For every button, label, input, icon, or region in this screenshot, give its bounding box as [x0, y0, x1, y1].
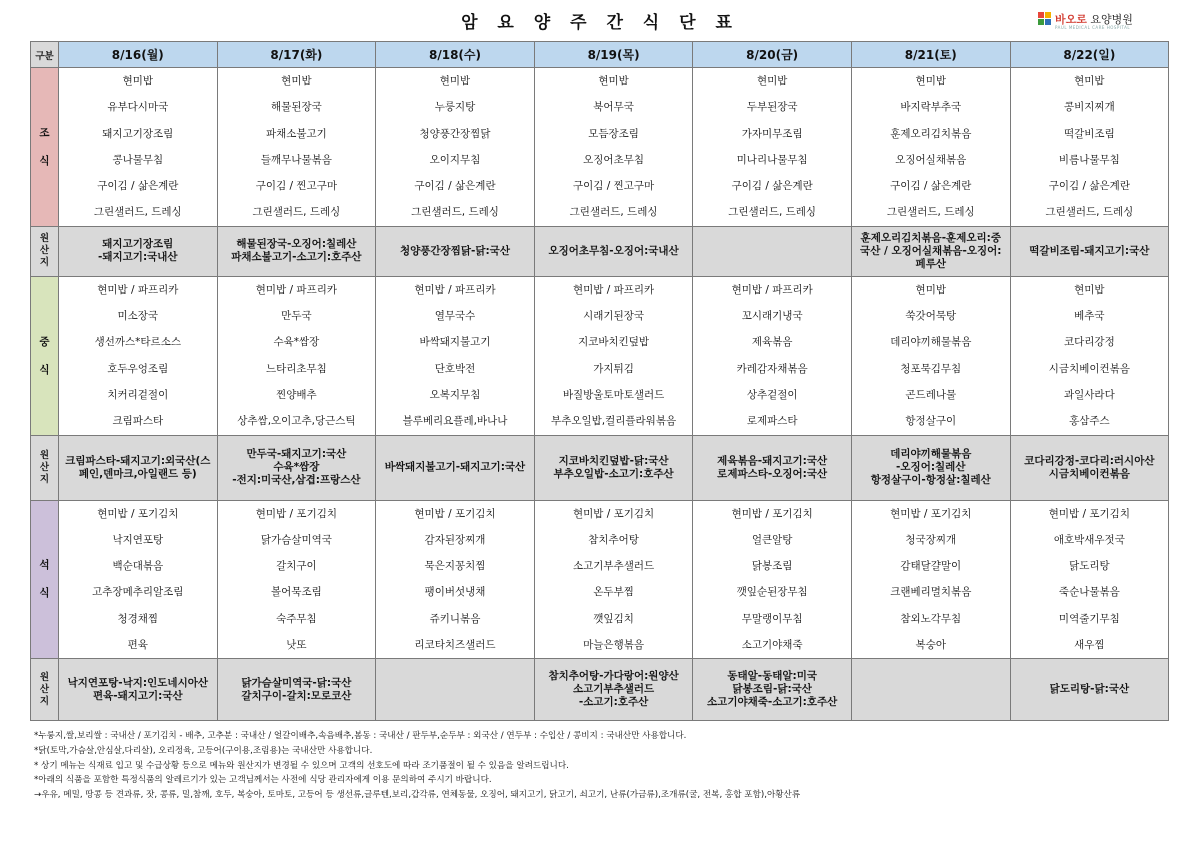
menu-item: 낫또	[286, 639, 307, 652]
menu-item: 호두우엉조림	[107, 362, 169, 375]
day-header: 8/16(월)	[59, 42, 218, 68]
menu-item: 그린샐러드, 드레싱	[886, 206, 975, 219]
menu-item: 구이김 / 삶은계란	[414, 180, 496, 193]
menu-item: 미나리나물무침	[736, 153, 808, 166]
menu-item: 오징어초무침	[583, 153, 644, 166]
menu-item: 상추쌈,오이고추,당근스틱	[237, 415, 356, 428]
menu-item: 과일사라다	[1064, 388, 1115, 401]
menu-item: 꼬시래기냉국	[741, 310, 803, 323]
note-line: *아래의 식품을 포함한 특정식품의 알레르기가 있는 고객님께서는 사전에 식당 관리자에게 이용 문의하여 주시기 바랍니다.	[34, 775, 492, 786]
menu-item: 그린샐러드, 드레싱	[1045, 206, 1134, 219]
header-row	[31, 42, 1169, 68]
menu-item: 현미밥 / 포기김치	[1048, 507, 1130, 520]
page-title: 암 요 양 주 간 식 단 표	[461, 13, 739, 33]
origin-cell	[376, 659, 535, 721]
menu-item: 크림파스타	[112, 415, 164, 428]
menu-item: 생선까스*타르소스	[94, 336, 181, 349]
note-line: →우유, 메밀, 땅콩 등 견과류, 잣, 콩류, 밀,참깨, 호두, 복숭아, 토마토, 고등어 등 생선류,글루텐,보리,갑각류, 연체동물, 오징어, 돼지고기, 닭고기, 쇠고기, 난류(가금류),조개류(굴, 전복, 홍합 포함),아황산류	[34, 790, 801, 801]
notes	[34, 729, 800, 803]
day-header: 8/22(일)	[1010, 42, 1169, 68]
menu-item: 닭가슴살미역국	[260, 533, 332, 546]
dinner-day-cell	[851, 500, 1010, 659]
menu-item: 해물된장국	[271, 101, 322, 114]
origin-cell: 참치추어탕-가다랑어:원양산 소고기부추샐러드 -소고기:호주산	[534, 659, 693, 721]
menu-item: 돼지고기장조림	[102, 127, 174, 140]
dinner-origin-row	[31, 659, 1169, 721]
menu-item: 치커리겉절이	[107, 388, 169, 401]
menu-item: 구이김 / 삶은계란	[97, 180, 179, 193]
breakfast-day-cell	[693, 68, 852, 227]
origin-cell	[693, 226, 852, 276]
dinner-label: 석 식	[31, 500, 59, 659]
menu-item: 파채소불고기	[265, 127, 327, 140]
menu-item: 닭도리탕	[1069, 560, 1110, 573]
menu-item: 현미밥 / 포기김치	[414, 507, 496, 520]
menu-item: 애호박새우젓국	[1053, 533, 1125, 546]
dinner-day-cell	[376, 500, 535, 659]
menu-item: 현미밥 / 파프리카	[255, 283, 337, 296]
menu-item: 참치추어탕	[588, 533, 639, 546]
menu-item: 현미밥	[756, 75, 788, 87]
day-header: 8/18(수)	[376, 42, 535, 68]
menu-item: 팽이버섯냉채	[424, 586, 486, 599]
dinner-day-cell	[693, 500, 852, 659]
menu-item: 현미밥 / 파프리카	[731, 283, 813, 296]
menu-item: 현미밥	[122, 75, 154, 87]
menu-item: 오복지무침	[429, 388, 481, 401]
menu-item: 구이김 / 삶은계란	[890, 180, 972, 193]
menu-item: 마늘은행볶음	[583, 639, 644, 652]
menu-item: 열무국수	[434, 310, 476, 323]
menu-item: 가자미무조림	[741, 127, 803, 140]
menu-item: 새우찜	[1074, 639, 1105, 652]
menu-item: 청경채찜	[117, 612, 159, 625]
day-header: 8/17(화)	[217, 42, 376, 68]
origin-cell: 크림파스타-돼지고기:외국산(스 페인,덴마크,아일랜드 등)	[59, 435, 218, 500]
origin-cell: 해물된장국-오징어:칠레산 파채소불고기-소고기:호주산	[217, 226, 376, 276]
header-gubun: 구분	[31, 42, 59, 68]
menu-item: 비름나물무침	[1058, 153, 1120, 166]
menu-item: 닭봉조림	[751, 560, 793, 573]
note-line: * 상기 메뉴는 식재료 입고 및 수급상황 등으로 메뉴와 원산지가 변경될 수 있으며 고객의 선호도에 따라 조기품절이 될 수 있음을 알려드립니다.	[34, 760, 569, 771]
lunch-day-cell	[376, 276, 535, 435]
menu-item: 시래기된장국	[583, 310, 644, 323]
origin-cell: 닭도리탕-닭:국산	[1010, 659, 1169, 721]
menu-item: 청양풍간장찜닭	[419, 127, 491, 140]
menu-item: 그린샐러드, 드레싱	[569, 206, 658, 219]
menu-item: 카레감자채볶음	[736, 362, 808, 375]
menu-item: 참외노각무침	[900, 612, 962, 625]
menu-item: 홍삼주스	[1069, 415, 1110, 428]
menu-item: 오이지무침	[429, 153, 481, 166]
origin-cell: 만두국-돼지고기:국산 수육*쌈장 -전지:미국산,삼겹:프랑스산	[217, 435, 376, 500]
menu-item: 그린샐러드, 드레싱	[93, 206, 182, 219]
menu-item: 만두국	[281, 310, 312, 323]
dinner-day-cell	[534, 500, 693, 659]
menu-item: 현미밥 / 파프리카	[414, 283, 496, 296]
lunch-day-cell	[59, 276, 218, 435]
menu-item: 수육*쌈장	[273, 336, 320, 349]
origin-cell: 떡갈비조림-돼지고기:국산	[1010, 226, 1169, 276]
day-header: 8/20(금)	[693, 42, 852, 68]
origin-cell: 오징어초무침-오징어:국내산	[534, 226, 693, 276]
lunch-day-cell	[534, 276, 693, 435]
menu-item: 그린샐러드, 드레싱	[728, 206, 817, 219]
menu-item: 쑥갓어묵탕	[905, 310, 957, 323]
menu-item: 현미밥	[281, 75, 312, 87]
menu-item: 바질방울토마토샐러드	[562, 388, 665, 401]
origin-label: 원 산 지	[31, 435, 59, 500]
menu-item: 시금치베이컨볶음	[1048, 362, 1130, 375]
menu-item: 복숭아	[915, 639, 946, 652]
breakfast-day-cell	[217, 68, 376, 227]
origin-cell: 데리야끼해물볶음 -오징어:칠레산 항정살구이-항정살:칠레산	[851, 435, 1010, 500]
menu-item: 곤드레나물	[905, 388, 957, 401]
origin-cell: 지코바치킨덮밥-닭:국산 부추오일밥-소고기:호주산	[534, 435, 693, 500]
menu-item: 베추국	[1074, 310, 1105, 323]
menu-item: 구이김 / 삶은계란	[1048, 180, 1130, 193]
menu-item: 구이김 / 찐고구마	[572, 180, 655, 193]
breakfast-row	[31, 68, 1169, 227]
note-line: *누룽지,쌀,보리쌀 : 국내산 / 포기김치 - 배추, 고추분 : 국내산 / 얼갈이배추,속음배추,봄동 : 국내산 / 판두부,순두부 : 외국산 / 연두부 : 수입산 / 콩비지 : 국내산만 사용합니다.	[34, 731, 687, 741]
day-header: 8/21(토)	[851, 42, 1010, 68]
origin-label: 원 산 지	[31, 226, 59, 276]
origin-cell: 코다리강정-코다리:러시아산 시금치베이컨볶음	[1010, 435, 1169, 500]
menu-item: 볼어묵조림	[271, 586, 322, 599]
origin-cell: 동태알-동태알:미국 닭봉조림-닭:국산 소고기야채죽-소고기:호주산	[693, 659, 852, 721]
menu-item: 떡갈비조림	[1064, 127, 1115, 140]
menu-item: 숙주무침	[276, 612, 317, 625]
lunch-day-cell	[851, 276, 1010, 435]
menu-item: 모듬장조림	[588, 127, 639, 140]
menu-item: 블루베리요플레,바나나	[402, 415, 508, 428]
breakfast-day-cell	[534, 68, 693, 227]
menu-item: 제육볶음	[751, 336, 793, 349]
menu-item: 현미밥	[598, 75, 629, 87]
origin-cell: 청양풍간장찜닭-닭:국산	[376, 226, 535, 276]
breakfast-day-cell	[376, 68, 535, 227]
menu-item: 고추장메추리알조림	[92, 586, 184, 599]
menu-item: 로제파스타	[746, 415, 798, 428]
menu-item: 콩비지찌개	[1064, 101, 1115, 114]
breakfast-label: 조 식	[31, 68, 59, 227]
menu-item: 현미밥	[915, 283, 946, 296]
menu-item: 청포묵김무침	[900, 362, 962, 375]
dinner-row	[31, 500, 1169, 659]
menu-item: 현미밥 / 포기김치	[890, 507, 972, 520]
menu-item: 얼큰알탕	[751, 533, 793, 546]
menu-item: 누룽지탕	[434, 101, 476, 114]
menu-item: 청국장찌개	[905, 533, 957, 546]
menu-item: 현미밥 / 파프리카	[572, 283, 655, 296]
lunch-day-cell	[693, 276, 852, 435]
origin-label: 원 산 지	[31, 659, 59, 721]
menu-item: 깻잎순된장무침	[736, 586, 808, 599]
menu-item: 깻잎김치	[593, 612, 634, 625]
menu-item: 두부된장국	[746, 101, 798, 114]
menu-item: 코다리강정	[1064, 336, 1115, 349]
menu-item: 미역줄기무침	[1058, 612, 1120, 625]
lunch-row	[31, 276, 1169, 435]
origin-cell: 바싹돼지불고기-돼지고기:국산	[376, 435, 535, 500]
logo-icon	[1038, 12, 1052, 25]
menu-item: 갈치구이	[276, 560, 317, 573]
menu-item: 무말랭이무침	[741, 612, 803, 625]
origin-cell: 낙지연포탕-낙지:인도네시아산 편육-돼지고기:국산	[59, 659, 218, 721]
menu-item: 훈제오리김치볶음	[890, 127, 972, 140]
menu-item: 죽순나물볶음	[1058, 586, 1120, 599]
menu-item: 현미밥	[439, 75, 471, 87]
menu-item: 온두부찜	[593, 586, 634, 599]
origin-cell: 돼지고기장조림 -돼지고기:국내산	[59, 226, 218, 276]
menu-item: 쥬키니볶음	[429, 612, 481, 625]
weekly-menu-table	[30, 41, 1169, 721]
menu-item: 찐양배추	[276, 388, 317, 401]
dinner-day-cell	[217, 500, 376, 659]
lunch-label: 중 식	[31, 276, 59, 435]
breakfast-day-cell	[59, 68, 218, 227]
menu-item: 현미밥	[1074, 283, 1105, 296]
menu-item: 묵은지꽁치찜	[424, 560, 486, 573]
menu-item: 콩나물무침	[112, 153, 164, 166]
menu-item: 느타리초무침	[265, 362, 327, 375]
menu-item: 편육	[127, 639, 148, 652]
menu-item: 단호박전	[434, 362, 476, 375]
menu-item: 백순대볶음	[112, 560, 164, 573]
menu-item: 바싹돼지불고기	[419, 336, 491, 349]
dinner-day-cell	[1010, 500, 1169, 659]
menu-item: 소고기부추샐러드	[573, 560, 655, 573]
day-header: 8/19(목)	[534, 42, 693, 68]
menu-item: 소고기야채죽	[741, 639, 803, 652]
menu-item: 현미밥	[915, 75, 946, 87]
menu-item: 지코바치킨덮밥	[578, 336, 650, 349]
menu-item: 현미밥 / 포기김치	[572, 507, 655, 520]
origin-cell: 제육볶음-돼지고기:국산 로제파스타-오징어:국산	[693, 435, 852, 500]
menu-item: 바지락부추국	[900, 101, 962, 114]
breakfast-day-cell	[1010, 68, 1169, 227]
logo-subtitle: PAUL MEDICAL CARE HOSPITAL	[1055, 25, 1131, 30]
menu-item: 리코타치즈샐러드	[414, 639, 496, 652]
menu-item: 오징어실채볶음	[895, 153, 967, 166]
breakfast-day-cell	[851, 68, 1010, 227]
menu-item: 그린샐러드, 드레싱	[252, 206, 341, 219]
menu-item: 상추겉절이	[746, 388, 798, 401]
origin-cell: 닭가슴살미역국-닭:국산 갈치구이-갈치:모로코산	[217, 659, 376, 721]
lunch-day-cell	[217, 276, 376, 435]
menu-item: 현미밥	[1074, 75, 1105, 87]
origin-cell: 훈제오리김치볶음-훈제오리:중 국산 / 오징어실채볶음-오징어: 페루산	[851, 226, 1010, 276]
menu-item: 부추오일밥,컬리플라워볶음	[551, 415, 677, 428]
menu-item: 북어무국	[593, 101, 634, 114]
menu-item: 현미밥 / 포기김치	[731, 507, 813, 520]
menu-item: 미소장국	[117, 310, 159, 323]
menu-item: 항정살구이	[905, 415, 957, 428]
dinner-day-cell	[59, 500, 218, 659]
menu-item: 구이김 / 찐고구마	[255, 180, 337, 193]
menu-item: 크랜베리멸치볶음	[890, 586, 972, 599]
menu-item: 들깨무나물볶음	[260, 153, 332, 166]
note-line: *닭(토막,가슴살,안심살,다리살), 오리정육, 고등어(구이용,조림용)는 국내산만 사용합니다.	[34, 745, 373, 756]
menu-item: 감자된장찌개	[424, 533, 486, 546]
menu-item: 현미밥 / 포기김치	[255, 507, 337, 520]
lunch-origin-row	[31, 435, 1169, 500]
breakfast-origin-row	[31, 226, 1169, 276]
menu-item: 가지튀김	[593, 362, 634, 375]
menu-item: 낙지연포탕	[112, 533, 164, 546]
menu-item: 유부다시마국	[107, 101, 169, 114]
menu-item: 구이김 / 삶은계란	[731, 180, 813, 193]
menu-item: 현미밥 / 파프리카	[97, 283, 179, 296]
menu-item: 현미밥 / 포기김치	[97, 507, 179, 520]
logo-text: 바오로 요양병원	[1055, 13, 1133, 26]
lunch-day-cell	[1010, 276, 1169, 435]
menu-item: 감태달걀말이	[900, 560, 962, 573]
menu-item: 그린샐러드, 드레싱	[411, 206, 499, 219]
menu-item: 데리야끼해물볶음	[890, 336, 972, 349]
origin-cell	[851, 659, 1010, 721]
